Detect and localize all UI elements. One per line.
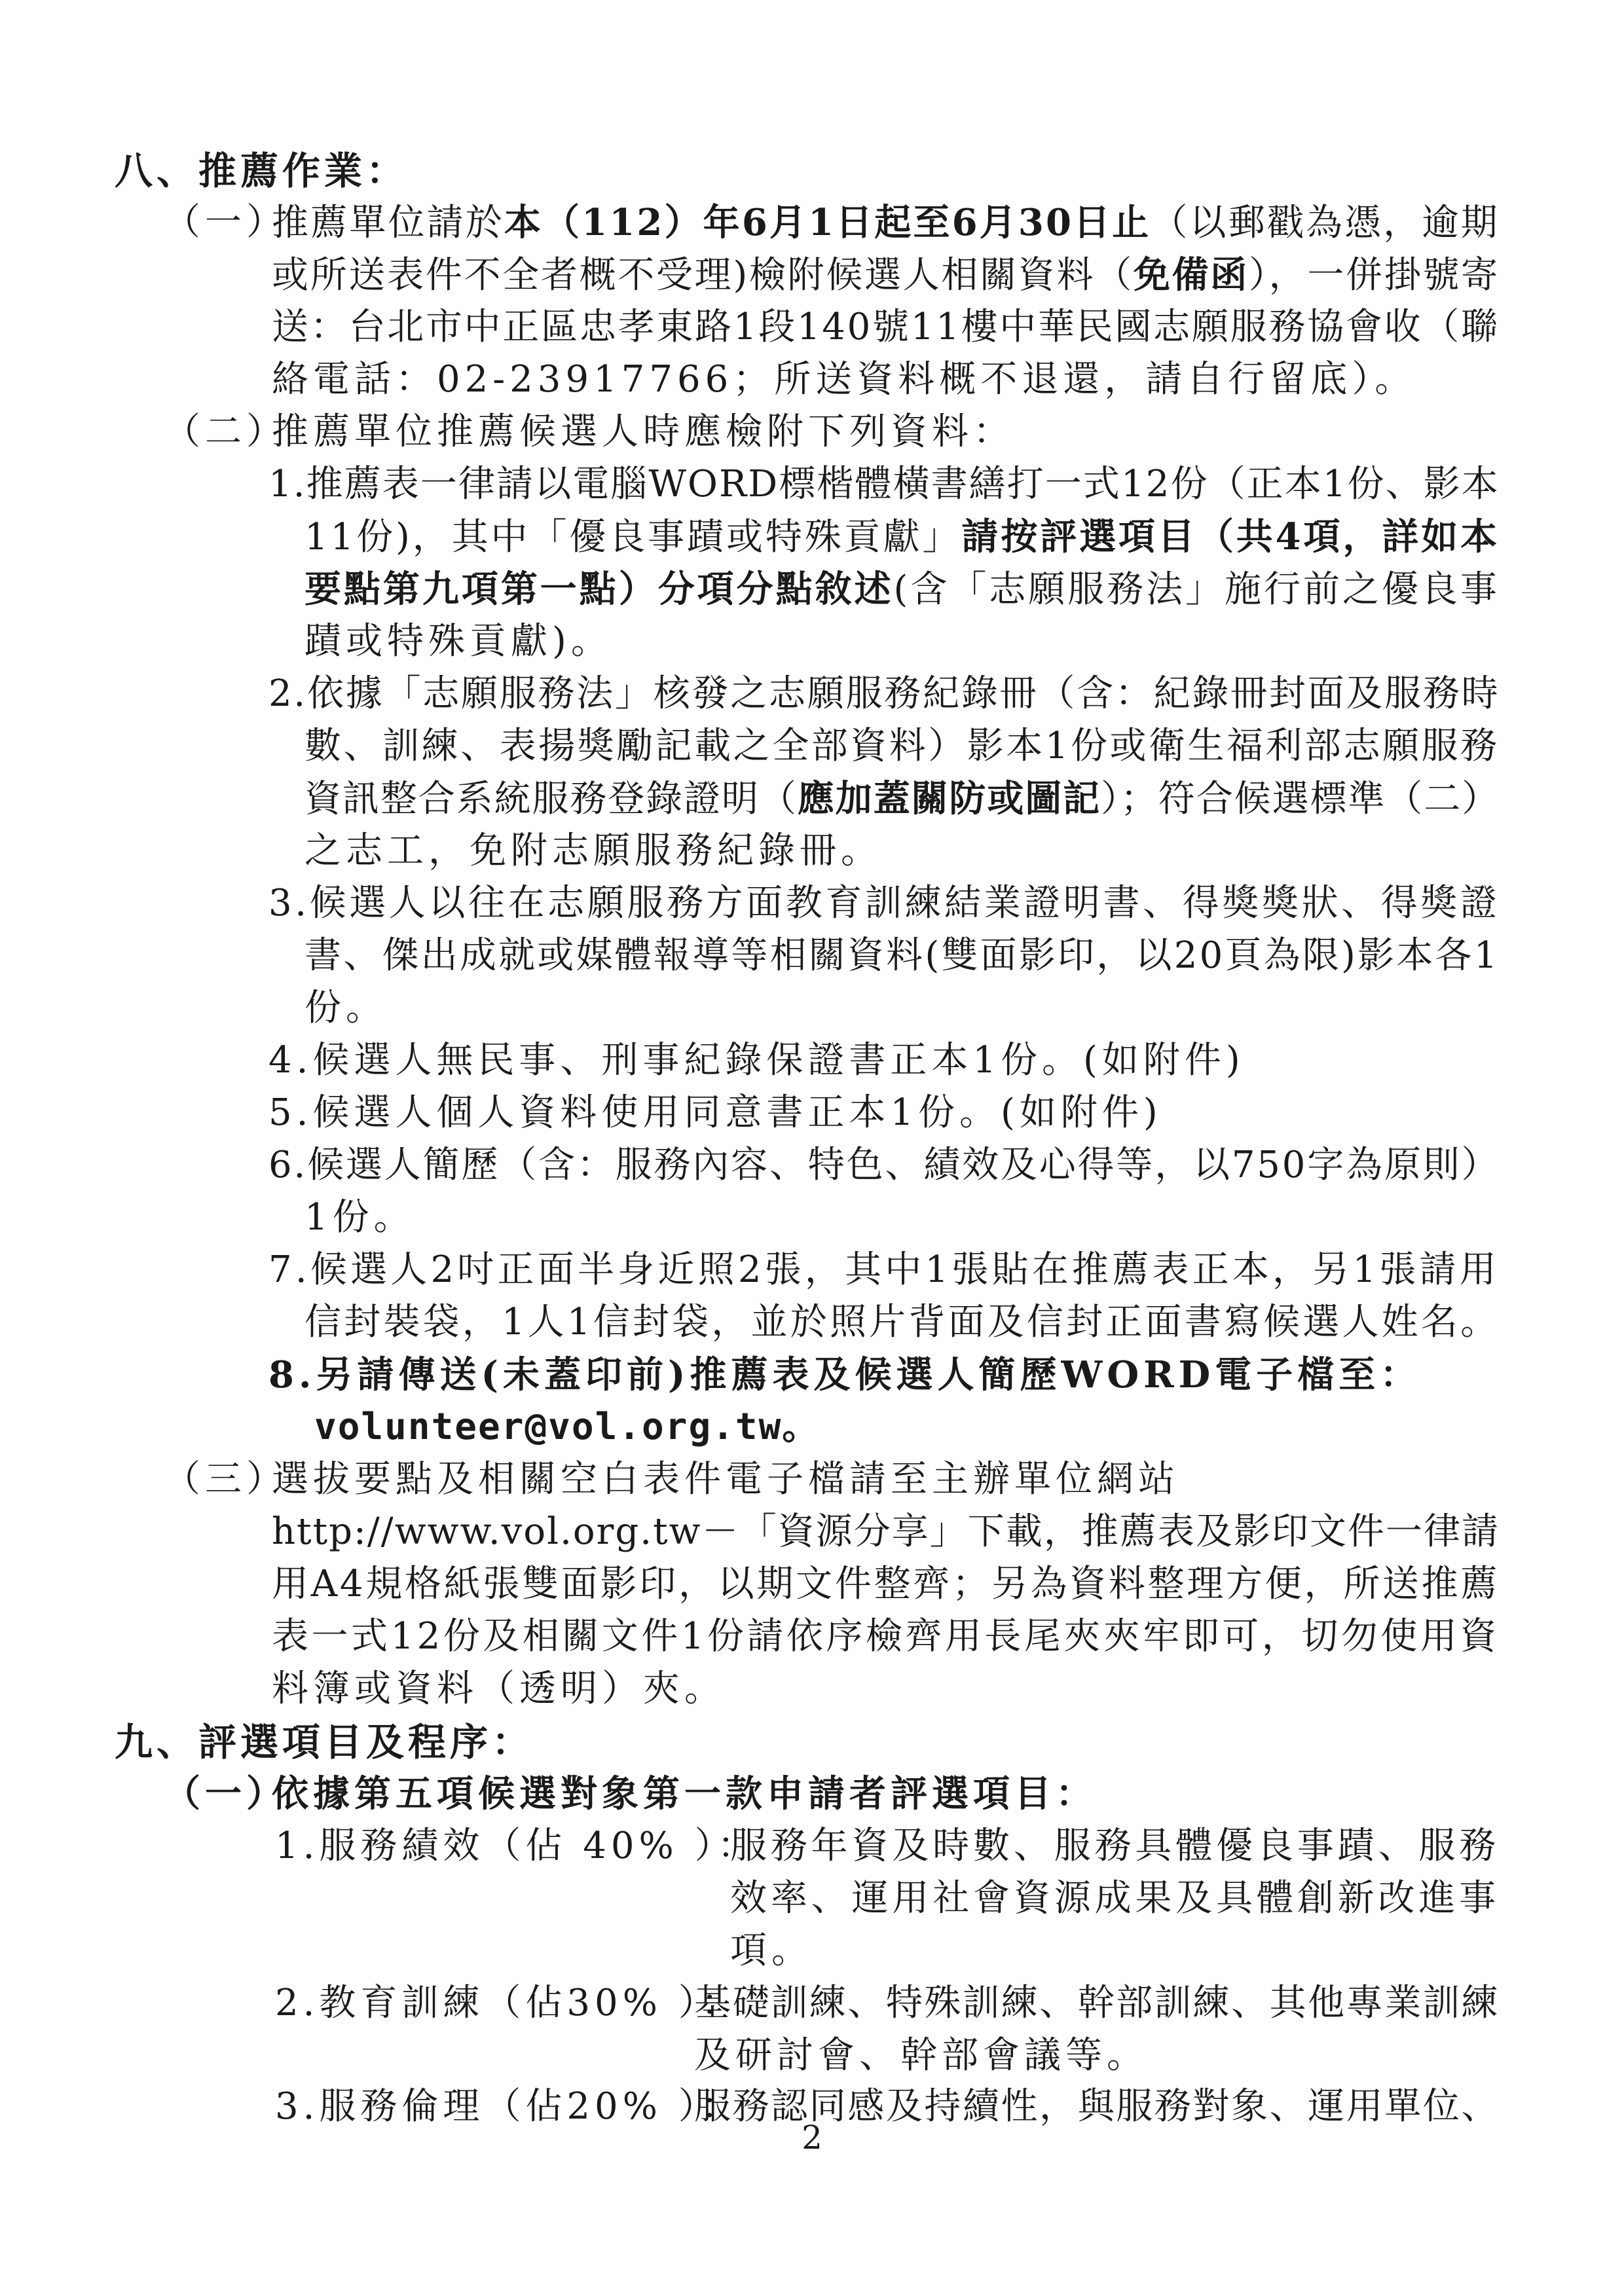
point-1-line-4: 蹟或特殊貢獻)。 bbox=[304, 620, 612, 663]
criterion-2-head: 2.教育訓練（佔30% ）： bbox=[275, 1982, 743, 2024]
text-run: 或所送表件不全者概不受理)檢附候選人相關資料（ bbox=[272, 254, 1134, 297]
criterion-1-line-2: 效率、運用社會資源成果及具體創新改進事 bbox=[730, 1877, 1500, 1920]
point-8-line-1: 8.另請傳送(未蓋印前)推薦表及候選人簡歷WORD電子檔至： bbox=[268, 1353, 1422, 1396]
section-8-item-3-line-5: 料簿或資料（透明）夾。 bbox=[272, 1667, 726, 1710]
point-4: 4.候選人無民事、刑事紀錄保證書正本1份。(如附件) bbox=[268, 1039, 1245, 1082]
point-7-line-1: 7.候選人2吋正面半身近照2張，其中1張貼在推薦表正本，另1張請用 bbox=[268, 1248, 1500, 1291]
section-8-item-2-label: （二） bbox=[164, 410, 287, 453]
section-9-item-1-label: （一） bbox=[164, 1772, 287, 1815]
point-2-line-1: 2.依據「志願服務法」核發之志願服務紀錄冊（含：紀錄冊封面及服務時 bbox=[268, 672, 1500, 715]
point-2-line-3 bbox=[304, 777, 1500, 820]
criterion-2-line-1: 基礎訓練、特殊訓練、幹部訓練、其他專業訓練 bbox=[694, 1982, 1500, 2024]
point-1-line-2 bbox=[304, 515, 1500, 558]
section-9-heading: 九、評選項目及程序： bbox=[115, 1720, 534, 1764]
section-8-item-1-line-1 bbox=[272, 201, 1500, 244]
seal-note: 應加蓋關防或圖記 bbox=[797, 777, 1101, 820]
section-8-item-3-label: （三） bbox=[164, 1458, 287, 1501]
text-run: ）；符合候選標準（二） bbox=[1101, 778, 1500, 820]
section-8-item-3-line-2: http://www.vol.org.tw－「資源分享」下載，推薦表及影印文件一律請 bbox=[272, 1510, 1500, 1553]
point-1-line-3 bbox=[304, 568, 1500, 611]
point-7-line-2: 信封裝袋，1人1信封袋，並於照片背面及信封正面書寫候選人姓名。 bbox=[304, 1301, 1500, 1343]
section-8-item-2-intro: 推薦單位推薦候選人時應檢附下列資料： bbox=[272, 410, 1014, 453]
section-9-item-1-title: 依據第五項候選對象第一款申請者評選項目： bbox=[272, 1772, 1097, 1815]
no-letter-note: 免備函 bbox=[1133, 253, 1249, 297]
section-8-item-3-line-1: 選拔要點及相關空白表件電子檔請至主辦單位網站 bbox=[272, 1458, 1179, 1501]
criterion-3-line-1: 服務認同感及持續性，與服務對象、運用單位、 bbox=[694, 2085, 1500, 2128]
point-3-line-3: 份。 bbox=[304, 987, 387, 1029]
section-8-item-1-line-2 bbox=[272, 253, 1500, 297]
point-2-line-4: 之志工，免附志願服務紀錄冊。 bbox=[304, 829, 882, 872]
point-2-line-2: 數、訓練、表揚獎勵記載之全部資料）影本1份或衛生福利部志願服務 bbox=[304, 725, 1500, 767]
criterion-1-head: 1.服務績效（佔 40% ）： bbox=[275, 1825, 759, 1867]
bold-run: 請按評選項目（共4項，詳如本 bbox=[961, 515, 1500, 558]
text-run: (含「志願服務法」施行前之優良事 bbox=[893, 568, 1500, 611]
criterion-1-line-1: 服務年資及時數、服務具體優良事蹟、服務 bbox=[730, 1825, 1500, 1867]
text-run: 資訊整合系統服務登錄證明（ bbox=[304, 778, 798, 820]
section-8-item-1-line-3: 送：台北市中正區忠孝東路1段140號11樓中華民國志願服務協會收（聯 bbox=[272, 306, 1500, 348]
page-number: 2 bbox=[802, 2119, 822, 2157]
point-1-line-1: 1.推薦表一律請以電腦WORD標楷體橫書繕打一式12份（正本1份、影本 bbox=[268, 463, 1500, 505]
text-run: （以郵戳為憑，逾期 bbox=[1151, 202, 1500, 244]
criterion-1-line-3: 項。 bbox=[730, 1929, 813, 1972]
point-6-line-2: 1份。 bbox=[304, 1196, 415, 1239]
criterion-2-line-2: 及研討會、幹部會議等。 bbox=[694, 2034, 1148, 2077]
criterion-3-head: 3.服務倫理（佔20% ）： bbox=[275, 2085, 743, 2128]
email-address: volunteer@vol.org.tw。 bbox=[314, 1406, 821, 1448]
section-8-item-1-line-4: 絡電話：02-23917766；所送資料概不退還，請自行留底）。 bbox=[272, 358, 1416, 401]
text-run: 11份)，其中「優良事蹟或特殊貢獻」 bbox=[304, 516, 962, 558]
bold-run: 要點第九項第一點）分項分點敘述 bbox=[304, 568, 894, 611]
section-8-heading: 八、推薦作業： bbox=[115, 149, 409, 193]
section-8-item-1-label: （一） bbox=[164, 201, 287, 244]
point-6-line-1: 6.候選人簡歷（含：服務內容、特色、績效及心得等，以750字為原則） bbox=[268, 1144, 1500, 1186]
point-3-line-1: 3.候選人以往在志願服務方面教育訓練結業證明書、得獎獎狀、得獎證 bbox=[268, 882, 1500, 924]
text-run: ），一併掛號寄 bbox=[1248, 254, 1500, 297]
section-8-item-3-line-4: 表一式12份及相關文件1份請依序檢齊用長尾夾夾牢即可，切勿使用資 bbox=[272, 1615, 1500, 1658]
section-8-item-3-line-3: 用A4規格紙張雙面影印，以期文件整齊；另為資料整理方便，所送推薦 bbox=[272, 1563, 1500, 1605]
text-run: 推薦單位請於 bbox=[272, 202, 504, 244]
point-5: 5.候選人個人資料使用同意書正本1份。(如附件) bbox=[268, 1091, 1162, 1134]
point-3-line-2: 書、傑出成就或媒體報導等相關資料(雙面影印，以20頁為限)影本各1 bbox=[304, 934, 1500, 977]
deadline-text: 本（112）年6月1日起至6月30日止 bbox=[504, 201, 1151, 244]
